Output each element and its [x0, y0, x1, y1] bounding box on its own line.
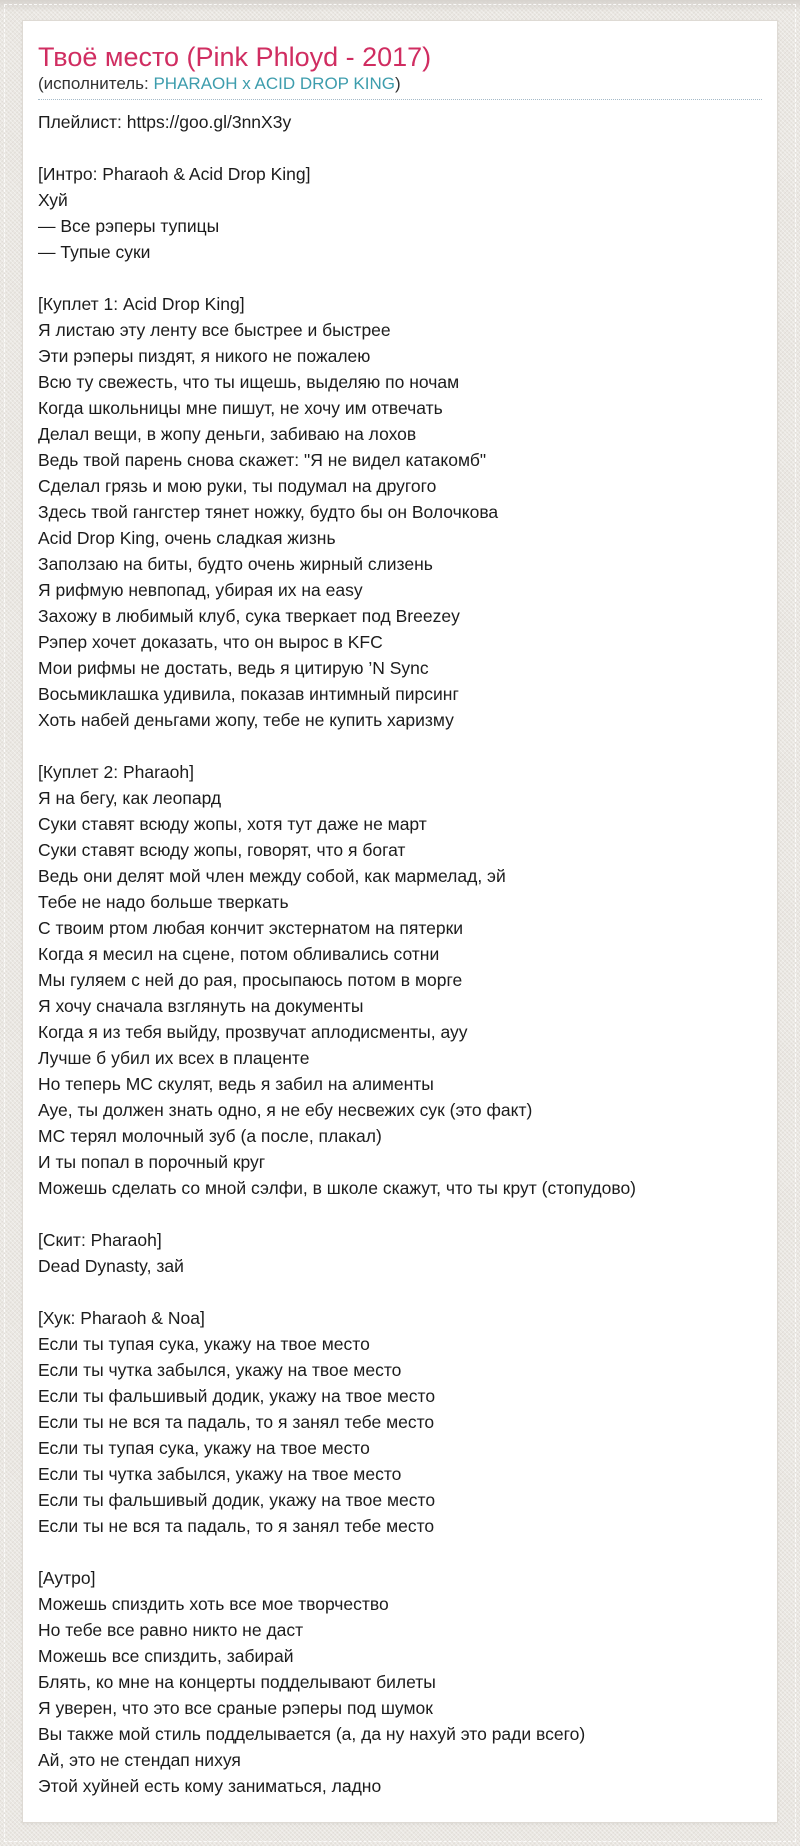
lyrics-line: Рэпер хочет доказать, что он вырос в KFC	[38, 632, 383, 652]
lyrics-line: И ты попал в порочный круг	[38, 1152, 266, 1172]
lyrics-line: Если ты фальшивый додик, укажу на твое место	[38, 1490, 436, 1510]
lyrics-block	[38, 161, 762, 265]
lyrics-line: Когда я из тебя выйду, прозвучат аплодисменты, ауу	[38, 1022, 468, 1042]
artist-suffix-label: )	[394, 74, 401, 93]
lyrics-line: Здесь твой гангстер тянет ножку, будто бы он Волочкова	[38, 502, 499, 522]
lyrics-line: Вы также мой стиль подделывается (а, да ну нахуй это ради всего)	[38, 1724, 586, 1744]
lyrics-line: Я рифмую невпопад, убирая их на easy	[38, 580, 363, 600]
lyrics-block	[38, 1305, 762, 1539]
lyrics-line: Когда я месил на сцене, потом обливались сотни	[38, 944, 440, 964]
lyrics-line: Если ты тупая сука, укажу на твое место	[38, 1438, 370, 1458]
artist-prefix-label: (исполнитель:	[38, 74, 154, 93]
lyrics-line: Мои рифмы не достать, ведь я цитирую ’N Sync	[38, 658, 429, 678]
lyrics-line: Я на бегу, как леопард	[38, 788, 222, 808]
lyrics-line: Я уверен, что это все сраные рэперы под шумок	[38, 1698, 433, 1718]
artist-line	[38, 74, 762, 94]
lyrics-line: [Хук: Pharaoh & Noa]	[38, 1308, 205, 1328]
lyrics-card	[22, 20, 778, 1823]
lyrics-line: [Скит: Pharaoh]	[38, 1230, 162, 1250]
lyrics-line: Если ты чутка забылся, укажу на твое место	[38, 1360, 402, 1380]
lyrics-line: Хоть набей деньгами жопу, тебе не купить харизму	[38, 710, 454, 730]
lyrics-line: Ведь они делят мой член между собой, как мармелад, эй	[38, 866, 506, 886]
lyrics-line: Сделал грязь и мою руки, ты подумал на другого	[38, 476, 437, 496]
lyrics-line: Я листаю эту ленту все быстрее и быстрее	[38, 320, 391, 340]
lyrics-line: С твоим ртом любая кончит экстернатом на пятерки	[38, 918, 464, 938]
lyrics-line: [Интро: Pharaoh & Acid Drop King]	[38, 164, 311, 184]
lyrics-line: Когда школьницы мне пишут, не хочу им отвечать	[38, 398, 443, 418]
lyrics-line: Хуй	[38, 190, 68, 210]
lyrics-block	[38, 291, 762, 733]
lyrics-line: Суки ставят всюду жопы, говорят, что я богат	[38, 840, 406, 860]
song-header	[38, 43, 762, 100]
lyrics-line: Всю ту свежесть, что ты ищешь, выделяю по ночам	[38, 372, 460, 392]
lyrics-line: Мы гуляем с ней до рая, просыпаюсь потом в морге	[38, 970, 463, 990]
lyrics-line: Acid Drop King, очень сладкая жизнь	[38, 528, 336, 548]
lyrics-line: Я хочу сначала взглянуть на документы	[38, 996, 364, 1016]
lyrics-line: Если ты чутка забылся, укажу на твое место	[38, 1464, 402, 1484]
lyrics-block	[38, 1227, 762, 1279]
lyrics-line: МС терял молочный зуб (а после, плакал)	[38, 1126, 382, 1146]
lyrics-line: — Все рэперы тупицы	[38, 216, 220, 236]
lyrics-line: Тебе не надо больше тверкать	[38, 892, 289, 912]
lyrics-line: Можешь спиздить хоть все мое творчество	[38, 1594, 389, 1614]
lyrics-line: Лучше б убил их всех в плаценте	[38, 1048, 310, 1068]
page-top-shade	[0, 0, 800, 12]
lyrics-line: Можешь сделать со мной сэлфи, в школе скажут, что ты крут (стопудово)	[38, 1178, 637, 1198]
lyrics-line: Ай, это не стендап нихуя	[38, 1750, 241, 1770]
lyrics-block	[38, 759, 762, 1201]
lyrics-line: Ведь твой парень снова скажет: "Я не видел катакомб"	[38, 450, 487, 470]
lyrics-line: Dead Dynasty, зай	[38, 1256, 184, 1276]
lyrics-line: Если ты фальшивый додик, укажу на твое место	[38, 1386, 436, 1406]
lyrics-line: Если ты тупая сука, укажу на твое место	[38, 1334, 370, 1354]
lyrics-line: Но тебе все равно никто не даст	[38, 1620, 304, 1640]
lyrics-line: Но теперь МС скулят, ведь я забил на алименты	[38, 1074, 434, 1094]
lyrics-line: Делал вещи, в жопу деньги, забиваю на лохов	[38, 424, 417, 444]
lyrics-line: Если ты не вся та падаль, то я занял тебе место	[38, 1412, 435, 1432]
lyrics-line: Можешь все спиздить, забирай	[38, 1646, 294, 1666]
lyrics-block	[38, 1565, 762, 1799]
lyrics-text	[38, 109, 762, 1799]
lyrics-line: Эти рэперы пиздят, я никого не пожалею	[38, 346, 371, 366]
lyrics-line: Плейлист: https://goo.gl/3nnX3y	[38, 112, 292, 132]
artist-link[interactable]: PHARAOH x ACID DROP KING	[153, 74, 395, 93]
lyrics-line: Захожу в любимый клуб, сука тверкает под Breezey	[38, 606, 460, 626]
lyrics-line: Если ты не вся та падаль, то я занял тебе место	[38, 1516, 435, 1536]
lyrics-line: Суки ставят всюду жопы, хотя тут даже не март	[38, 814, 427, 834]
lyrics-block	[38, 109, 762, 135]
lyrics-line: — Тупые суки	[38, 242, 151, 262]
lyrics-line: Восьмиклашка удивила, показав интимный пирсинг	[38, 684, 459, 704]
lyrics-line: Блять, ко мне на концерты подделывают билеты	[38, 1672, 436, 1692]
lyrics-line: [Куплет 2: Pharaoh]	[38, 762, 195, 782]
lyrics-line: Этой хуйней есть кому заниматься, ладно	[38, 1776, 382, 1796]
lyrics-line: Заползаю на биты, будто очень жирный слизень	[38, 554, 433, 574]
lyrics-line: [Куплет 1: Acid Drop King]	[38, 294, 245, 314]
page-title: Твоё место (Pink Phloyd - 2017)	[38, 42, 432, 72]
lyrics-line: Ауе, ты должен знать одно, я не ебу несвежих сук (это факт)	[38, 1100, 533, 1120]
lyrics-line: [Аутро]	[38, 1568, 96, 1588]
